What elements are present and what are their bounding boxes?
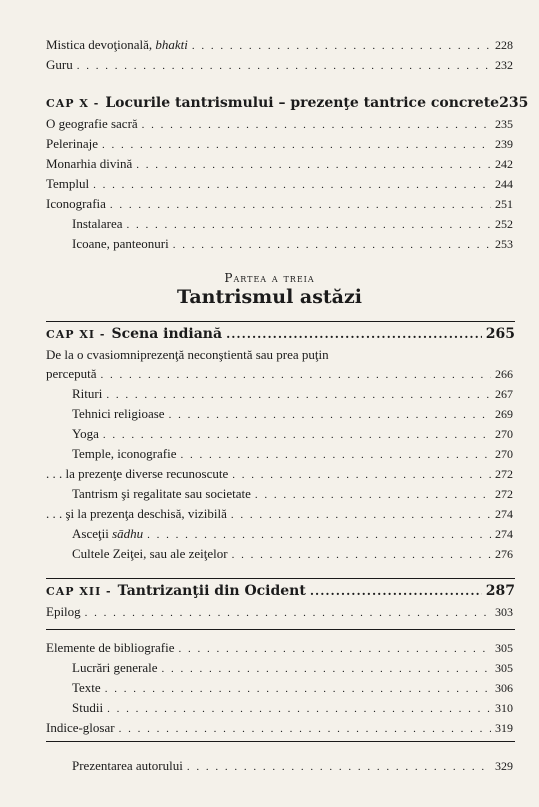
chapter-page-number: 265 bbox=[485, 326, 515, 342]
leader-dots bbox=[169, 405, 491, 425]
chapter-title: Tantrizanţii din Ocident bbox=[117, 583, 306, 599]
leader-dots bbox=[106, 385, 491, 405]
toc-subentry[interactable] bbox=[0, 698, 539, 718]
part-title: Tantrismul astăzi bbox=[177, 286, 362, 308]
toc-entry-label: Asceţii sādhu bbox=[72, 526, 144, 541]
chapter-title: Locurile tantrismului – prezenţe tantrice concrete bbox=[105, 95, 500, 111]
leader-dots bbox=[181, 445, 492, 465]
toc-entry-label: Pelerinaje bbox=[46, 136, 98, 151]
leader-dots bbox=[136, 155, 491, 175]
toc-page-number: 305 bbox=[495, 661, 513, 675]
toc-page-number: 228 bbox=[495, 38, 513, 52]
leader-dots bbox=[147, 525, 491, 545]
chapter-number: CAP XI - bbox=[46, 328, 106, 341]
toc-entry-label: percepută bbox=[46, 366, 97, 381]
chapter-xi-heading[interactable] bbox=[0, 323, 539, 345]
toc-entry-intro-line1[interactable] bbox=[0, 345, 539, 365]
leader-dots bbox=[102, 135, 491, 155]
leader-dots bbox=[232, 545, 491, 565]
leader-dots bbox=[173, 235, 491, 255]
leader-dots bbox=[187, 757, 491, 777]
toc-entry-index[interactable] bbox=[0, 718, 539, 738]
toc-page-number: 319 bbox=[495, 721, 513, 735]
leader-dots bbox=[310, 580, 482, 602]
toc-entry-label: Studii bbox=[72, 700, 104, 715]
toc-page-number: 310 bbox=[495, 701, 513, 715]
toc-page-number: 306 bbox=[495, 681, 513, 695]
leader-dots bbox=[85, 603, 491, 623]
leader-dots bbox=[127, 215, 491, 235]
section-divider bbox=[46, 629, 515, 630]
toc-page-number: 274 bbox=[495, 507, 513, 521]
toc-entry-label: . . . şi la prezenţa deschisă, vizibilă bbox=[46, 506, 227, 521]
toc-subentry[interactable] bbox=[0, 384, 539, 404]
toc-page-number: 251 bbox=[495, 197, 513, 211]
leader-dots bbox=[142, 115, 491, 135]
toc-page-number: 269 bbox=[495, 407, 513, 421]
toc-page-number: 242 bbox=[495, 157, 513, 171]
chapter-number: CAP XII - bbox=[46, 585, 112, 598]
section-divider bbox=[46, 321, 515, 322]
toc-subentry[interactable] bbox=[0, 444, 539, 464]
leader-dots bbox=[119, 719, 491, 739]
toc-page-number: 270 bbox=[495, 427, 513, 441]
toc-page-number: 276 bbox=[495, 547, 513, 561]
toc-entry-label: Icoane, panteonuri bbox=[72, 236, 169, 251]
leader-dots bbox=[110, 195, 491, 215]
toc-entry-label: Yoga bbox=[72, 426, 99, 441]
toc-page-number: 305 bbox=[495, 641, 513, 655]
toc-subentry[interactable] bbox=[0, 524, 539, 544]
leader-dots bbox=[103, 425, 491, 445]
toc-page-number: 239 bbox=[495, 137, 513, 151]
section-divider bbox=[46, 741, 515, 742]
leader-dots bbox=[232, 465, 491, 485]
toc-subentry[interactable] bbox=[0, 678, 539, 698]
toc-entry-label: Templul bbox=[46, 176, 90, 191]
leader-dots bbox=[162, 659, 491, 679]
section-divider bbox=[46, 578, 515, 579]
toc-page-number: 244 bbox=[495, 177, 513, 191]
leader-dots bbox=[255, 485, 491, 505]
toc-page-number: 267 bbox=[495, 387, 513, 401]
toc-page-number: 329 bbox=[495, 759, 513, 773]
toc-entry-intro-line2[interactable] bbox=[0, 364, 539, 384]
leader-dots bbox=[231, 505, 491, 525]
leader-dots bbox=[93, 175, 491, 195]
toc-subentry[interactable] bbox=[0, 234, 539, 254]
chapter-title: Scena indiană bbox=[111, 326, 223, 342]
toc-entry-label: Lucrări generale bbox=[72, 660, 158, 675]
toc-entry[interactable] bbox=[0, 154, 539, 174]
toc-entry-label: Tantrism şi regalitate sau societate bbox=[72, 486, 251, 501]
toc-page-number: 272 bbox=[495, 487, 513, 501]
toc-entry-label: Elemente de bibliografie bbox=[46, 640, 175, 655]
toc-entry-label: Tehnici religioase bbox=[72, 406, 165, 421]
chapter-page-number: 235 bbox=[499, 95, 529, 111]
toc-entry-label: Temple, iconografie bbox=[72, 446, 177, 461]
toc-entry[interactable] bbox=[0, 174, 539, 194]
toc-entry-author[interactable] bbox=[0, 756, 539, 776]
toc-entry-guru[interactable] bbox=[0, 55, 539, 75]
toc-entry-sub2[interactable] bbox=[0, 504, 539, 524]
toc-subentry[interactable] bbox=[0, 424, 539, 444]
toc-subentry[interactable] bbox=[0, 658, 539, 678]
leader-dots bbox=[226, 323, 482, 345]
toc-entry[interactable] bbox=[0, 114, 539, 134]
toc-page-number: 270 bbox=[495, 447, 513, 461]
toc-entry-label: Texte bbox=[72, 680, 101, 695]
toc-entry-sub1[interactable] bbox=[0, 464, 539, 484]
toc-subentry[interactable] bbox=[0, 484, 539, 504]
leader-dots bbox=[105, 679, 491, 699]
toc-entry-label: Indice-glosar bbox=[46, 720, 115, 735]
toc-subentry[interactable] bbox=[0, 404, 539, 424]
toc-page-number: 272 bbox=[495, 467, 513, 481]
toc-page-number: 266 bbox=[495, 367, 513, 381]
part-label: Partea a treia bbox=[224, 271, 315, 285]
toc-entry-mistica[interactable] bbox=[0, 35, 539, 55]
toc-entry[interactable] bbox=[0, 194, 539, 214]
toc-page-number: 303 bbox=[495, 605, 513, 619]
toc-entry-label: . . . la prezenţe diverse recunoscute bbox=[46, 466, 229, 481]
toc-entry-label: Mistica devoţională, bhakti bbox=[46, 37, 188, 52]
toc-page-number: 274 bbox=[495, 527, 513, 541]
toc-entry-label: O geografie sacră bbox=[46, 116, 138, 131]
leader-dots bbox=[179, 639, 491, 659]
toc-entry-label: De la o cvasiomniprezenţă neconştientă sau prea puţin bbox=[46, 347, 329, 362]
toc-entry-bibliography[interactable] bbox=[0, 638, 539, 658]
toc-entry-label: Instalarea bbox=[72, 216, 123, 231]
leader-dots bbox=[192, 36, 491, 56]
leader-dots bbox=[107, 699, 491, 719]
toc-entry-label: Monarhia divină bbox=[46, 156, 133, 171]
toc-page-number: 252 bbox=[495, 217, 513, 231]
toc-entry-label: Prezentarea autorului bbox=[72, 758, 183, 773]
toc-entry-label: Iconografia bbox=[46, 196, 106, 211]
toc-page-number: 232 bbox=[495, 58, 513, 72]
toc-entry-label: Guru bbox=[46, 57, 73, 72]
leader-dots bbox=[77, 56, 491, 76]
chapter-x-heading[interactable] bbox=[0, 92, 539, 114]
toc-page-number: 253 bbox=[495, 237, 513, 251]
toc-entry-label: Rituri bbox=[72, 386, 103, 401]
chapter-xii-heading[interactable] bbox=[0, 580, 539, 602]
toc-page-number: 235 bbox=[495, 117, 513, 131]
toc-entry-label: Cultele Zeiţei, sau ale zeiţelor bbox=[72, 546, 228, 561]
toc-entry-epilog[interactable] bbox=[0, 602, 539, 622]
toc-subentry[interactable] bbox=[0, 214, 539, 234]
toc-entry-label: Epilog bbox=[46, 604, 81, 619]
toc-entry[interactable] bbox=[0, 134, 539, 154]
chapter-number: CAP X - bbox=[46, 97, 100, 110]
toc-subentry[interactable] bbox=[0, 544, 539, 564]
chapter-page-number: 287 bbox=[485, 583, 515, 599]
leader-dots bbox=[101, 365, 491, 385]
